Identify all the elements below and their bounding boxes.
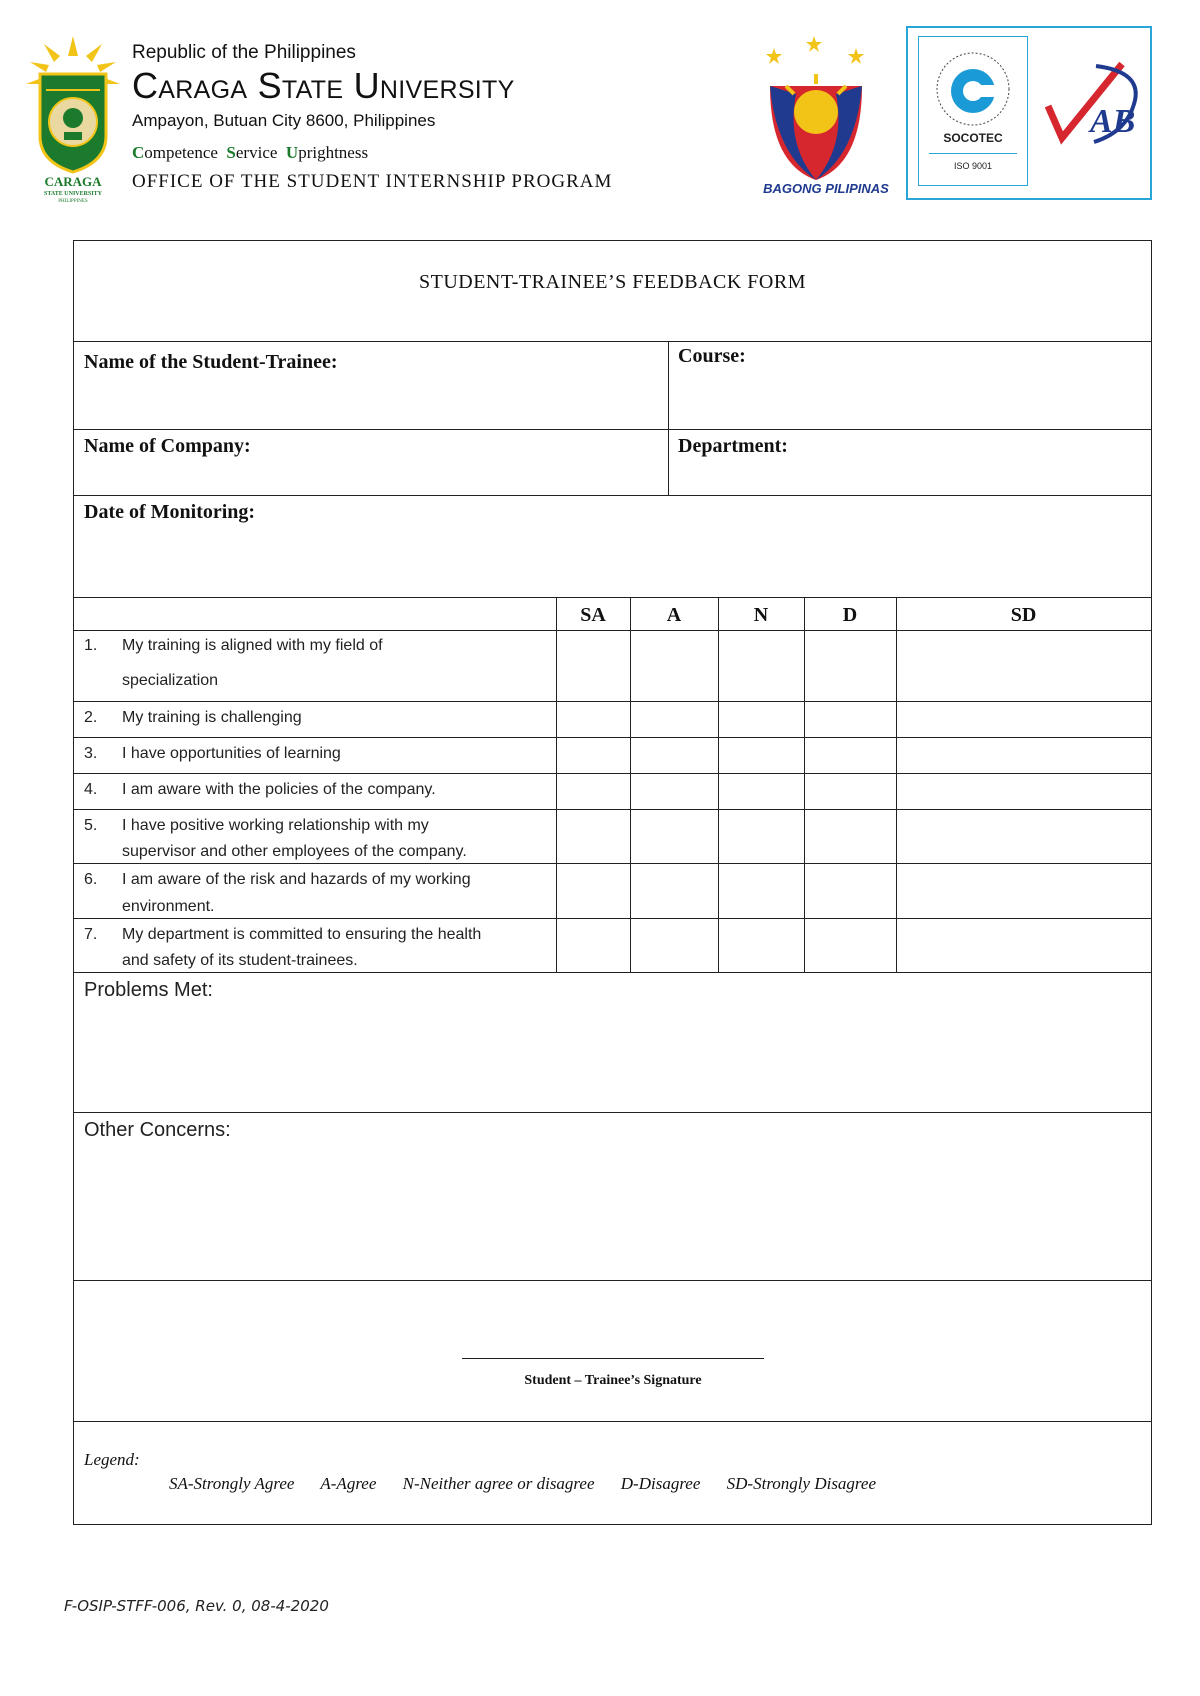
signature-label: Student – Trainee’s Signature [524,1373,702,1388]
question-number: 4. [84,781,98,798]
divider [74,495,1151,496]
document-code: F-OSIP-STFF-006, Rev. 0, 08-4-2020 [64,1597,329,1615]
divider [896,597,897,972]
legend-item: A-Agree [320,1474,377,1493]
university-motto: Competence Service Uprightness [132,143,369,162]
divider [804,597,805,972]
form-title: STUDENT-TRAINEE’S FEEDBACK FORM [418,271,806,293]
question-number: 5. [84,817,98,834]
question-text: I am aware with the policies of the company. [122,781,436,798]
divider [74,597,1151,598]
socotec-icon [933,49,1013,129]
student-name-label: Name of the Student-Trainee: [84,351,338,373]
office-name: OFFICE OF THE STUDENT INTERNSHIP PROGRAM [132,171,613,192]
rating-header-sd: SD [1010,604,1037,626]
iso-label: ISO 9001 [953,161,993,171]
question-number: 3. [84,745,98,762]
question-text: My training is aligned with my field of [122,637,383,654]
divider [630,597,631,972]
question-number: 2. [84,709,98,726]
question-text: I have opportunities of learning [122,745,341,762]
header-text-block [132,42,612,194]
question-text: I have positive working relationship with my [122,817,429,834]
document-header [0,0,1200,220]
motto-3: prightness [298,143,369,162]
university-name: Caraga State University [132,65,515,106]
problems-met-label: Problems Met: [84,979,213,1001]
question-text: My training is challenging [122,709,302,726]
rating-header-a: A [666,604,682,626]
divider [74,863,1151,864]
divider [74,1112,1151,1113]
feedback-form [73,240,1152,1525]
question-text: My department is committed to ensuring the health [122,926,482,943]
divider [74,341,1151,342]
socotec-badge [918,36,1028,186]
question-number: 1. [84,637,98,654]
divider [668,341,669,495]
question-text: I am aware of the risk and hazards of my working [122,871,471,888]
legend-title: Legend: [84,1450,140,1469]
date-of-monitoring-label: Date of Monitoring: [84,501,256,523]
divider [74,429,1151,430]
csu-logo-text: CARAGA [44,174,102,189]
bagong-pilipinas-logo [756,34,896,204]
divider [74,972,1151,973]
course-label: Course: [678,345,746,367]
pab-text: AB [1090,103,1136,140]
svg-text:STATE UNIVERSITY: STATE UNIVERSITY [44,191,102,197]
question-text-continued: specialization [122,672,219,689]
pab-logo [1034,42,1150,182]
divider [718,597,719,972]
question-number: 6. [84,871,98,888]
question-number: 7. [84,926,98,943]
question-text-continued: and safety of its student-trainees. [122,952,358,969]
legend-item: SD-Strongly Disagree [726,1474,877,1493]
legend-item: D-Disagree [620,1474,701,1493]
rating-header-n: N [753,604,769,626]
divider [74,701,1151,702]
motto-1: ompetence [144,143,218,162]
csu-seal-logo [26,36,120,204]
svg-text:PHILIPPINES: PHILIPPINES [58,199,88,204]
divider [74,1421,1151,1422]
legend-list [169,1474,898,1494]
divider [74,737,1151,738]
legend-item: SA-Strongly Agree [169,1474,295,1493]
rating-header-sa: SA [580,604,606,626]
divider [74,773,1151,774]
socotec-name: SOCOTEC [943,131,1003,145]
company-label: Name of Company: [84,435,251,457]
socotec-divider [929,153,1017,154]
question-text-continued: supervisor and other employees of the company. [122,843,467,860]
other-concerns-label: Other Concerns: [84,1119,231,1141]
divider [74,630,1151,631]
department-label: Department: [678,435,788,457]
divider [74,918,1151,919]
divider [74,809,1151,810]
legend-item: N-Neither agree or disagree [402,1474,595,1493]
divider [556,597,557,972]
question-text-continued: environment. [122,898,215,915]
rating-header-d: D [842,604,858,626]
university-address: Ampayon, Butuan City 8600, Philippines [132,111,436,130]
signature-line [462,1358,764,1359]
republic-label: Republic of the Philippines [132,42,356,63]
divider [74,1280,1151,1281]
bagong-pilipinas-label: BAGONG PILIPINAS [763,181,889,196]
pab-fine-print [1040,150,1140,152]
motto-2: ervice [235,143,278,162]
